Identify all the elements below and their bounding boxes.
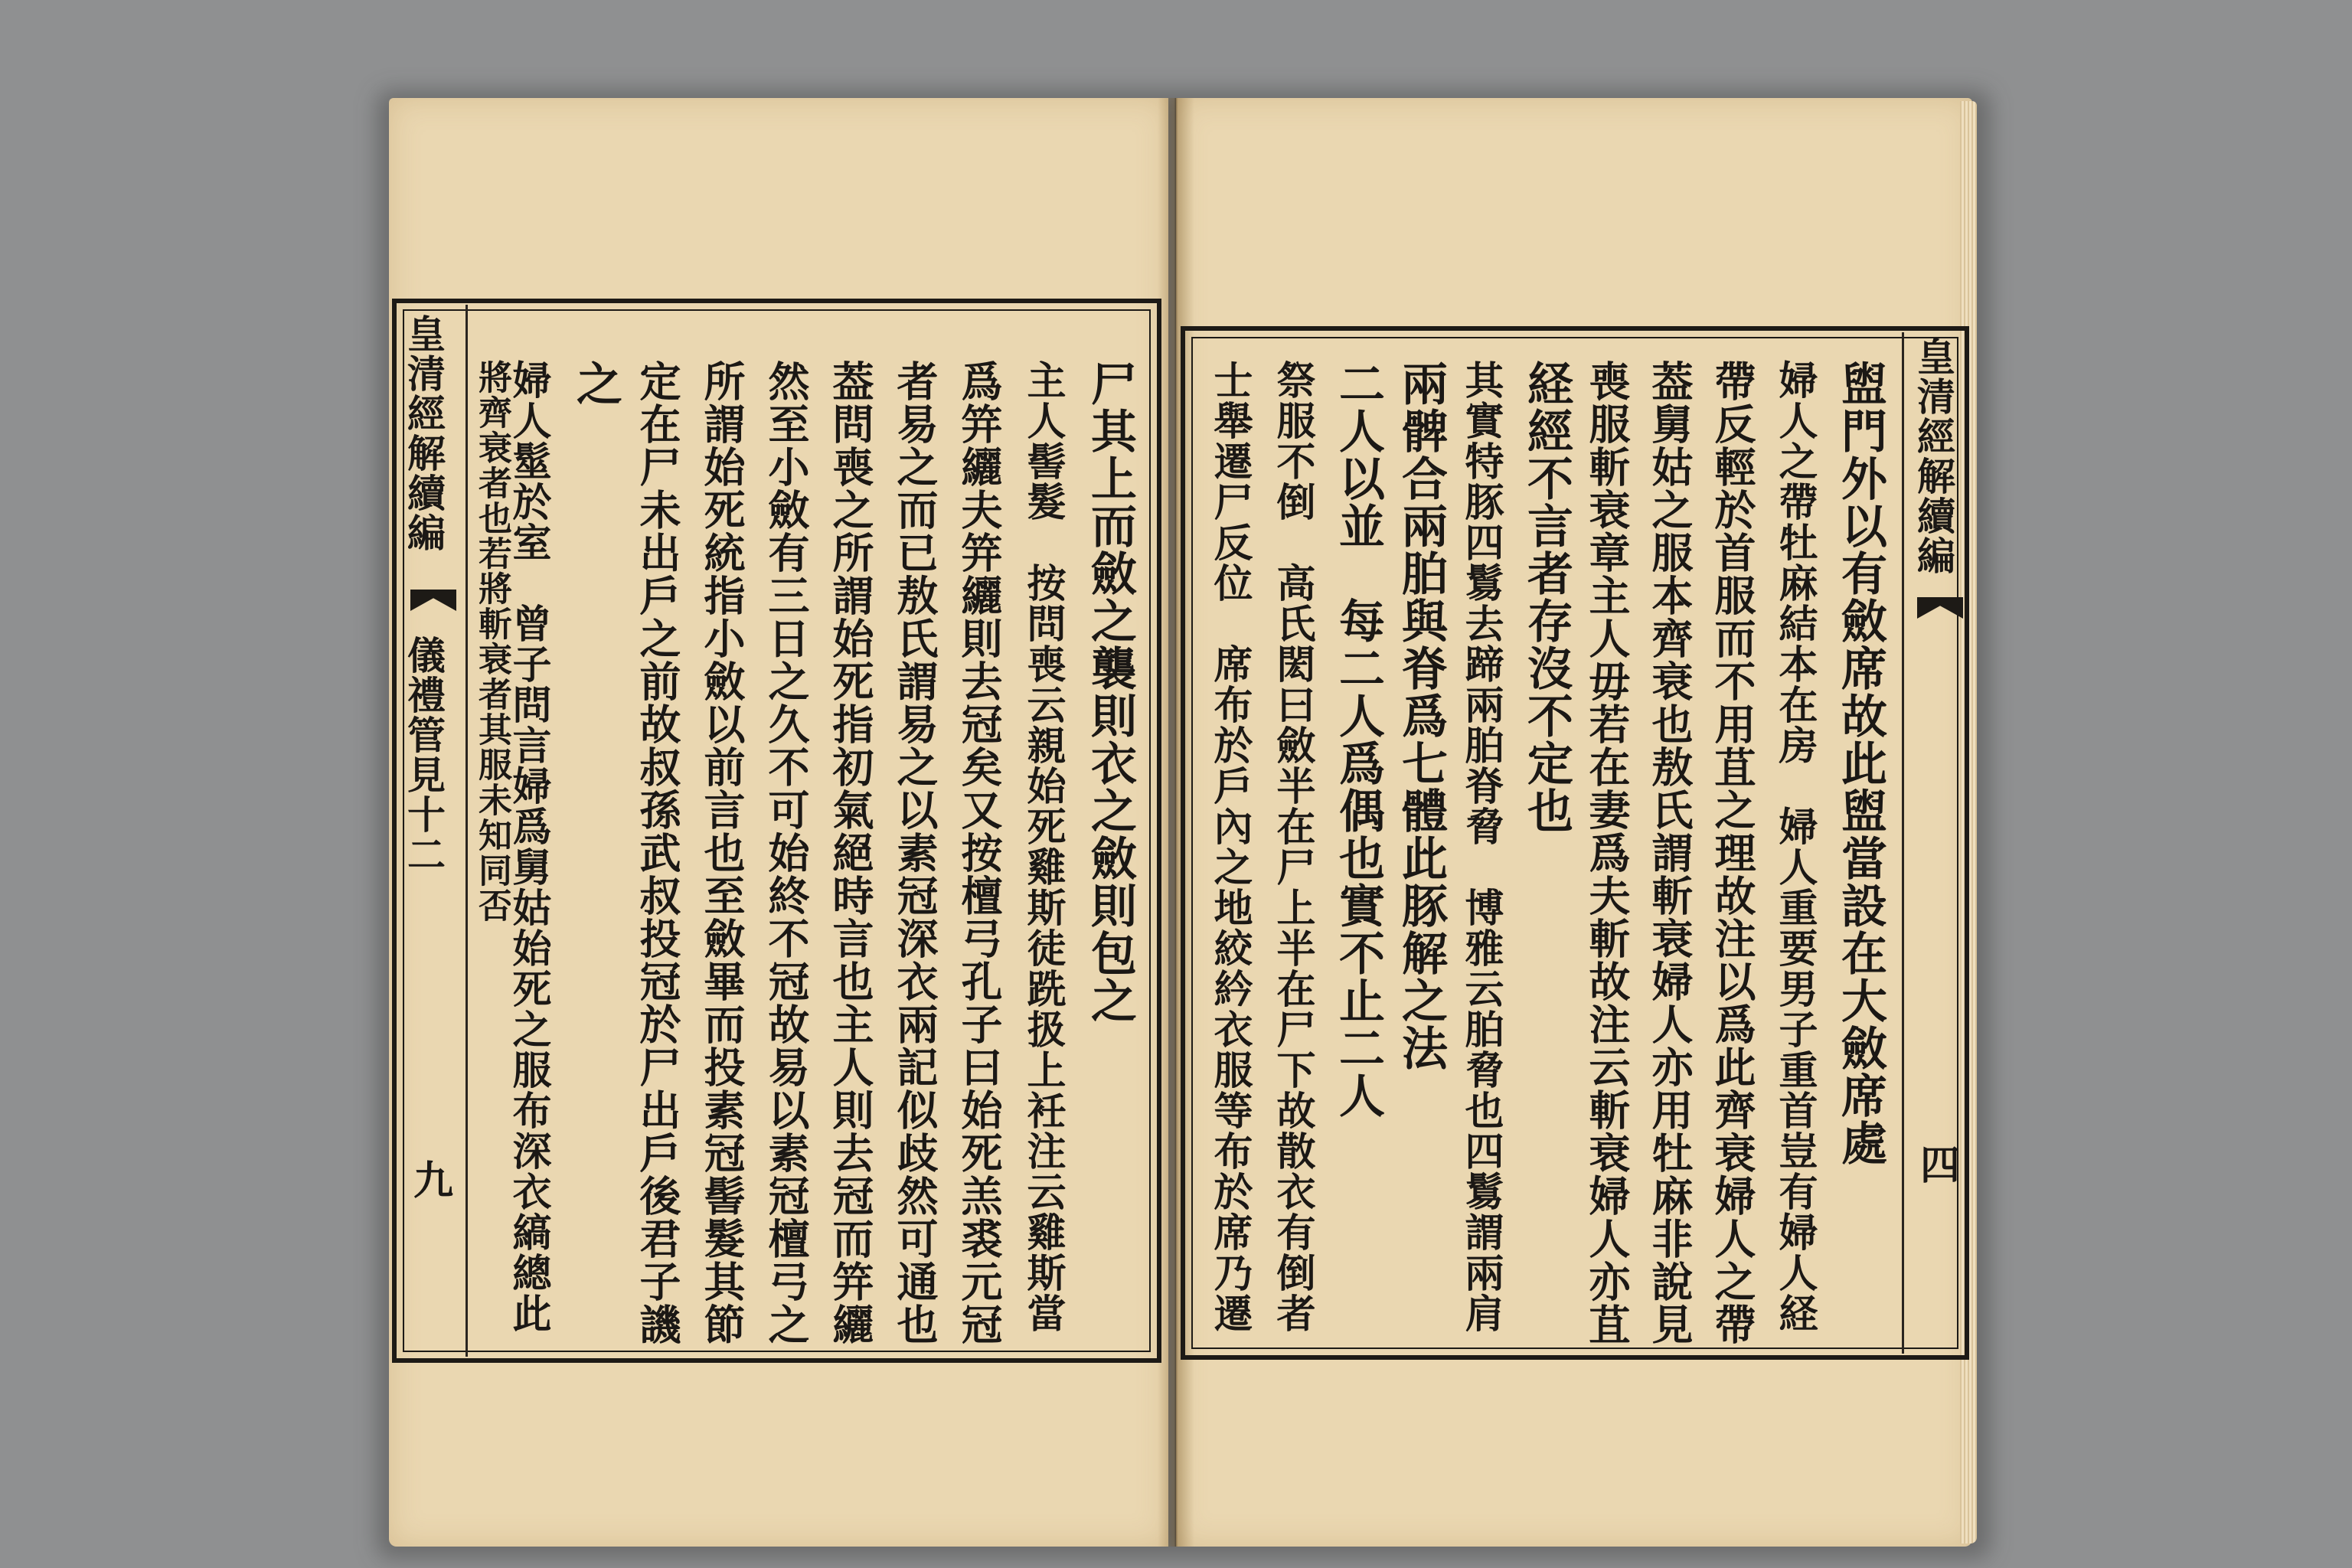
right-col-3: 帶反輕於首服而不用苴之理故注以爲此齊衰婦人之帶	[1708, 360, 1757, 1346]
left-banner-subtitle: 儀禮管見十二	[401, 635, 446, 874]
left-banner-title: 皇清經解續編	[401, 314, 446, 553]
right-col-5: 喪服斬衰章主人毋若在妻爲夫斬故注云斬衰婦人亦苴	[1583, 360, 1632, 1346]
right-col-8: 兩髀合兩胉與脊爲七體此豚解之法	[1394, 360, 1448, 1072]
left-col-7: 所謂始死統指小斂以前言也至斂畢而投素冠髻髮其節	[697, 360, 746, 1346]
right-col-7: 其實特豚四鬄去蹄兩胉脊脅 博雅云胉脅也四鬄謂兩肩	[1458, 360, 1504, 1334]
left-col-3: 爲笄纚夫笄纚則去冠矣又按檀弓孔子曰始死羔裘元冠	[955, 360, 1004, 1346]
banner-rule	[466, 305, 468, 1357]
left-col-5: 葢問喪之所謂始死指初氣絕時言也主人則去冠而笄纚	[826, 360, 875, 1346]
right-col-11: 士舉遷尸反位 席布於戶內之地絞紟衣服等布於席乃遷	[1207, 360, 1253, 1334]
left-col-9: 之	[569, 360, 622, 407]
right-col-9: 二人以並 每二人爲偶也實不止二人	[1331, 360, 1385, 1119]
right-banner-title: 皇清經解續編	[1911, 337, 1956, 576]
right-col-4: 葢舅姑之服本齊衰也敖氏謂斬衰婦人亦用牡麻非說見	[1645, 360, 1694, 1346]
left-col-1: 尸其上而斂之襲則衣之斂則包之	[1083, 360, 1137, 1024]
right-banner-rule	[1902, 332, 1904, 1354]
right-folio-number: 四	[1920, 1142, 1961, 1189]
left-col-4: 者易之而已敖氏謂易之以素冠深衣兩記似歧然可通也	[890, 360, 939, 1346]
left-col-8: 定在尸未出戶之前故叔孫武叔投冠於尸出戶後君子譏	[633, 360, 682, 1346]
left-col-11: 將齊衰者也若將斬衰者其服未知同否	[472, 360, 511, 923]
right-col-2: 婦人之帶牡麻結本在房 婦人重要男子重首豈有婦人経	[1772, 360, 1818, 1334]
left-col-2: 主人髻髮 按問喪云親始死雞斯徒跣扱上衽注云雞斯當	[1020, 360, 1066, 1334]
right-col-10: 祭服不倒 高氏閎曰斂半在尸上半在尸下故散衣有倒者	[1269, 360, 1315, 1334]
left-col-10: 婦人髽於室 曾子問言婦爲舅姑始死之服布深衣縞總此	[505, 360, 551, 1334]
left-folio-number: 九	[413, 1158, 454, 1204]
left-col-6: 然至小斂有三日之久不可始終不冠故易以素冠檀弓之	[762, 360, 811, 1346]
bleed-through	[995, 176, 1038, 219]
right-col-1: 盥門外以有斂席故此盥當設在大斂席處	[1834, 360, 1887, 1167]
right-col-6: 経經不言者存沒不定也	[1520, 360, 1573, 835]
